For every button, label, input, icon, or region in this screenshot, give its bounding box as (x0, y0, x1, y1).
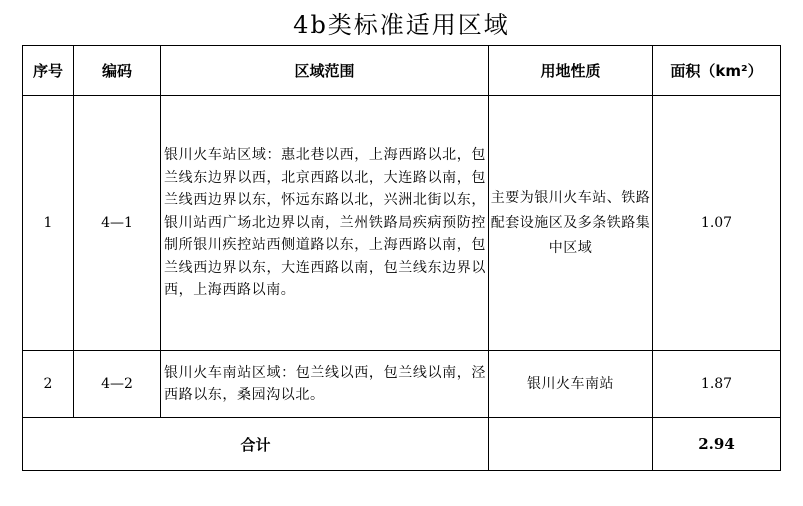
document-title: 4b类标准适用区域 (293, 11, 510, 39)
header-seq: 序号 (23, 46, 74, 96)
header-range: 区域范围 (161, 46, 489, 96)
header-land-use: 用地性质 (489, 46, 653, 96)
total-area: 2.94 (653, 418, 781, 471)
total-empty-cell (489, 418, 653, 471)
table-header-row (23, 46, 781, 96)
cell-range: 银川火车站区域：惠北巷以西，上海西路以北，包兰线东边界以西，北京西路以北，大连路以南，包兰线西边界以东，怀远东路以北，兴洲北街以东，银川站西广场北边界以南，兰州铁路局疾病预防控制所银川疾控站西侧道路以东，上海西路以南，包兰线西边界以东，大连西路以南，包兰线东边界以西，上海西路以南。 (161, 96, 489, 351)
table-row (23, 351, 781, 418)
total-label: 合计 (23, 418, 489, 471)
total-row (23, 418, 781, 471)
cell-area: 1.07 (653, 96, 781, 351)
table-row (23, 96, 781, 351)
cell-land-use: 银川火车南站 (489, 351, 653, 418)
cell-seq: 2 (23, 351, 74, 418)
cell-code: 4—2 (74, 351, 161, 418)
cell-code: 4—1 (74, 96, 161, 351)
standard-area-table (22, 45, 781, 471)
header-area: 面积（km²） (653, 46, 781, 96)
cell-range: 银川火车南站区域：包兰线以西，包兰线以南，泾西路以东，桑园沟以北。 (161, 351, 489, 418)
cell-seq: 1 (23, 96, 74, 351)
cell-area: 1.87 (653, 351, 781, 418)
header-code: 编码 (74, 46, 161, 96)
cell-land-use: 主要为银川火车站、铁路配套设施区及多条铁路集中区域 (489, 96, 653, 351)
